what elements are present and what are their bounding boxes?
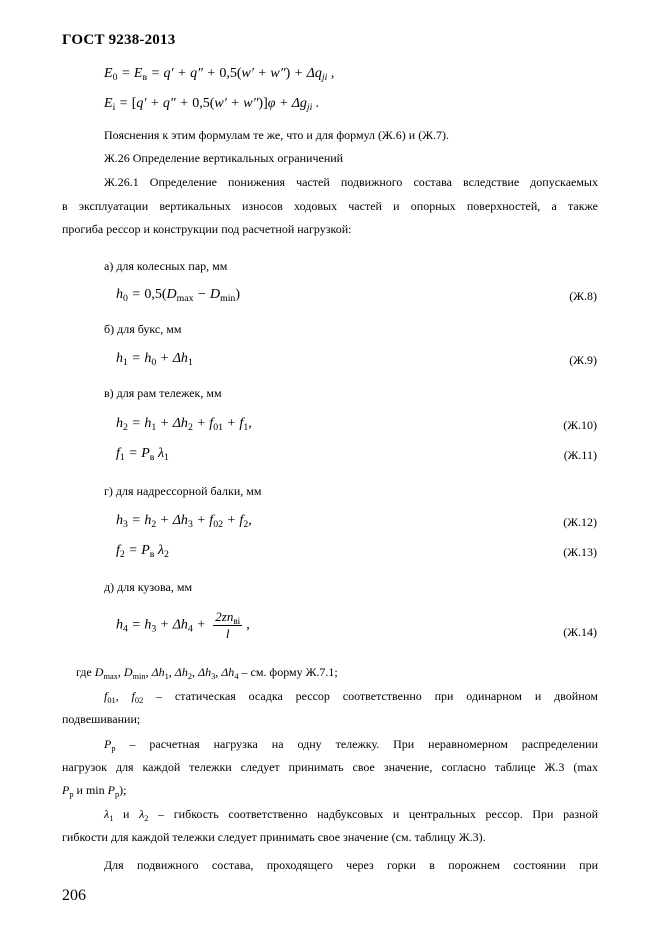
formula-zh13: $f_2 = P_в$ $\lambda_2$ xyxy=(116,543,169,560)
paragraph-line: $P_р$ – расчетная нагрузка на одну тележку. При неравномерном распределении xyxy=(104,737,598,753)
paragraph-line: $f_{01}$, $f_{02}$ – статическая осадка рессор соответственно при одинарном и двойном xyxy=(104,689,598,705)
paragraph-line: $P_р$ и $\min P_р$); xyxy=(62,783,127,799)
document-header: ГОСТ 9238-2013 xyxy=(62,32,176,48)
list-item-v: в) для рам тележек, мм xyxy=(104,386,222,400)
page-number: 206 xyxy=(62,887,86,904)
paragraph-line: подвешивании; xyxy=(62,712,141,726)
formula-zh14: $h_4 = h_3 + \Delta h_4$ + $\frac{2zn_{вi}}{l}$ , xyxy=(116,609,250,641)
formula-zh9: $h_1 = h_0 + \Delta h_1$ xyxy=(116,351,193,368)
section-heading: Ж.26 Определение вертикальных ограничений xyxy=(104,151,344,165)
explanation-line: Пояснения к этим формулам те же, что и для формул (Ж.6) и (Ж.7). xyxy=(104,128,449,142)
paragraph-line: прогиба рессор и конструкции под расчетной нагрузкой: xyxy=(62,222,352,236)
equation-number: (Ж.10) xyxy=(563,418,597,432)
formula-ei: $E_i = [q' + q'' + 0,5(w' + w'')]\varphi + \Delta g_{ji}$ . xyxy=(104,96,320,113)
equation-number: (Ж.12) xyxy=(563,515,597,529)
paragraph-line: нагрузок для каждой тележки следует принимать свое значение, согласно таблице Ж.3 (max xyxy=(62,760,598,774)
list-item-b: б) для букс, мм xyxy=(104,322,182,336)
formula-zh10: $h_2 = h_1 + \Delta h_2 + f_{01} + f_1$, xyxy=(116,416,252,433)
paragraph-line: гибкости для каждой тележки следует принимать свое значение (см. таблицу Ж.3). xyxy=(62,830,486,844)
equation-number: (Ж.13) xyxy=(563,545,597,559)
list-item-a: а) для колесных пар, мм xyxy=(104,259,228,273)
list-item-d: д) для кузова, мм xyxy=(104,580,193,594)
paragraph-line: Ж.26.1 Определение понижения частей подвижного состава вследствие допускаемых xyxy=(104,175,598,189)
formula-zh12: $h_3 = h_2 + \Delta h_3 + f_{02} + f_2$, xyxy=(116,513,252,530)
paragraph-line: в эксплуатации вертикальных износов ходовых частей и опорных поверхностей, а также xyxy=(62,199,598,213)
equation-number: (Ж.9) xyxy=(569,353,597,367)
where-line: где $D_{max}$, $D_{min}$, $\Delta h_1$, $\Delta h_2$, $\Delta h_3$, $\Delta h_4$ – см. форму Ж.7.1; xyxy=(76,665,338,681)
list-item-g: г) для надрессорной балки, мм xyxy=(104,484,262,498)
formula-e0: $E_0 = E_в = q' + q'' + 0,5(w' + w'') + \Delta q_{ji}$ , xyxy=(104,66,335,83)
equation-number: (Ж.14) xyxy=(563,625,597,639)
equation-number: (Ж.8) xyxy=(569,289,597,303)
formula-zh11: $f_1 = P_в$ $\lambda_1$ xyxy=(116,446,169,463)
paragraph-line: Для подвижного состава, проходящего через горки в порожнем состоянии при xyxy=(104,858,598,872)
equation-number: (Ж.11) xyxy=(563,448,597,462)
formula-zh8: $h_0 = 0,5(D_{max} - D_{min})$ xyxy=(116,287,241,304)
paragraph-line: $\lambda_1$ и $\lambda_2$ – гибкость соответственно надбуксовых и центральных рессор. При разной xyxy=(104,807,599,823)
